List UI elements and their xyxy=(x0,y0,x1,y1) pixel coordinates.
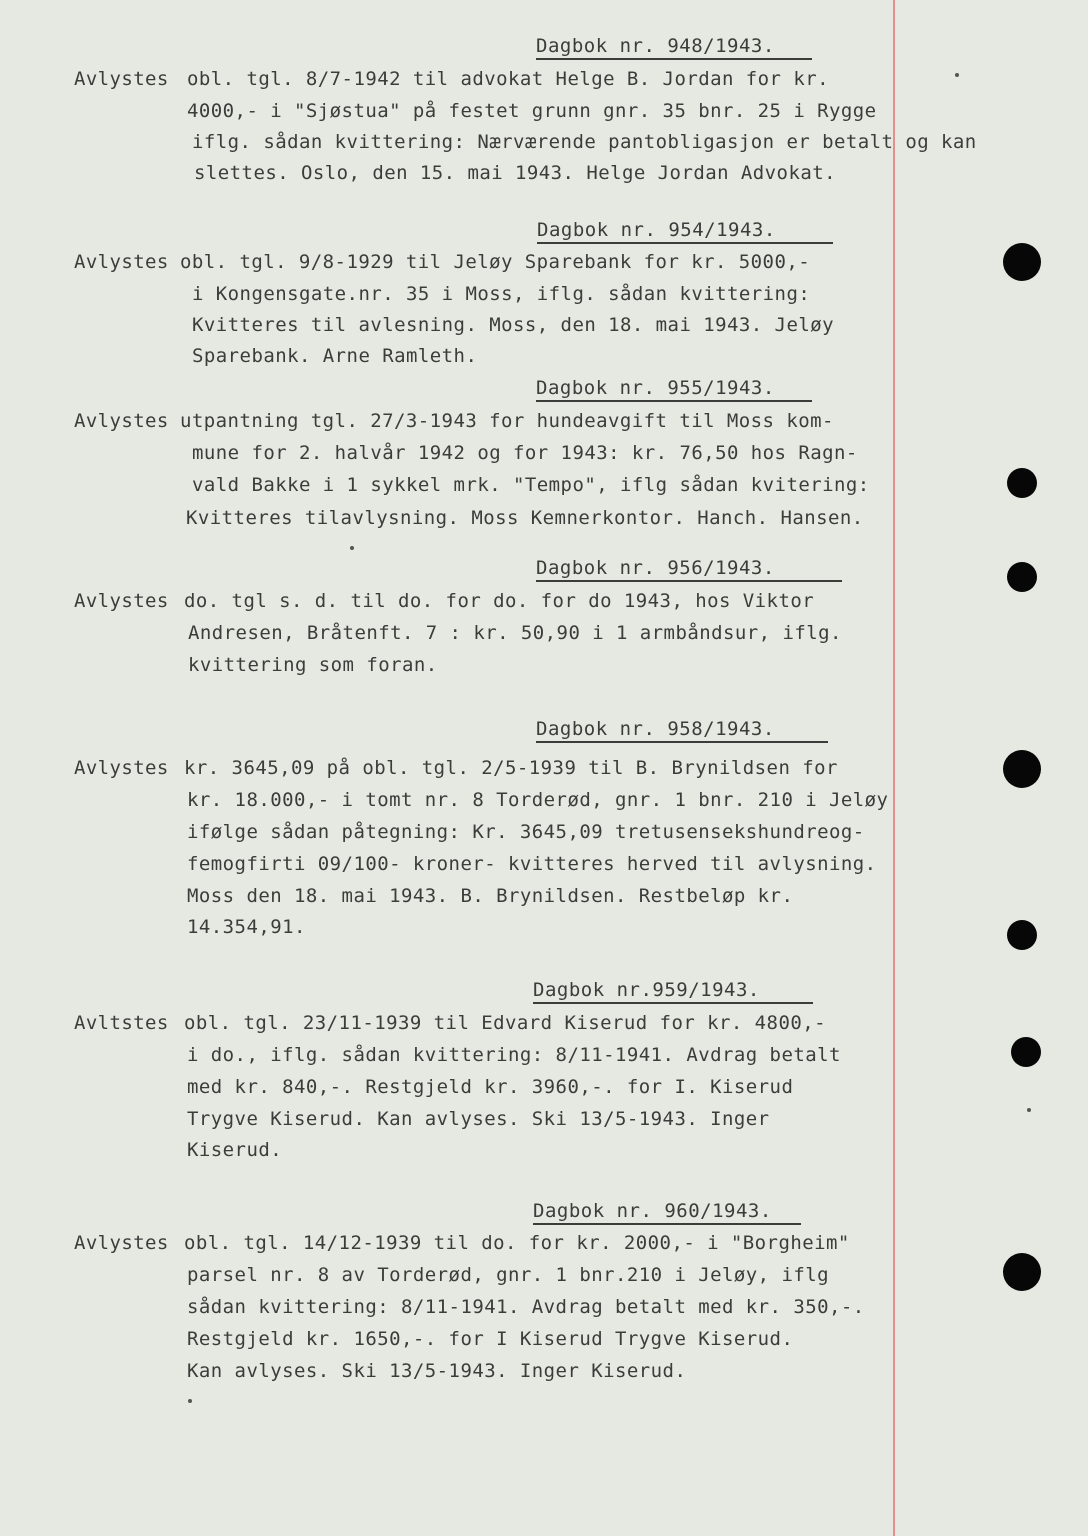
entry-heading: Dagbok nr. 956/1943. xyxy=(536,557,842,582)
entry-line: parsel nr. 8 av Torderød, gnr. 1 bnr.210 i Jeløy, iflg xyxy=(187,1264,830,1286)
entry-line: Moss den 18. mai 1943. B. Brynildsen. Restbeløp kr. xyxy=(187,885,794,907)
entry-line: vald Bakke i 1 sykkel mrk. "Tempo", iflg sådan kvitering: xyxy=(192,474,870,496)
entry-line: 4000,- i "Sjøstua" på festet grunn gnr. 35 bnr. 25 i Rygge xyxy=(187,100,877,122)
entry-line: do. tgl s. d. til do. for do. for do 1943, hos Viktor xyxy=(184,590,815,612)
entry-label: Avlystes xyxy=(74,590,169,612)
binder-hole xyxy=(1007,468,1037,498)
binder-hole xyxy=(1003,1253,1041,1291)
entry-line: obl. tgl. 9/8-1929 til Jeløy Sparebank for kr. 5000,- xyxy=(180,251,811,273)
binder-hole xyxy=(1007,562,1037,592)
entry-label: Avlystes xyxy=(74,757,169,779)
entry-line: sådan kvittering: 8/11-1941. Avdrag betalt med kr. 350,-. xyxy=(187,1296,865,1318)
entry-heading: Dagbok nr. 955/1943. xyxy=(536,377,812,402)
entry-heading: Dagbok nr. 954/1943. xyxy=(537,219,833,244)
entry-line: kr. 3645,09 på obl. tgl. 2/5-1939 til B. Brynildsen for xyxy=(184,757,838,779)
ink-speck xyxy=(1027,1108,1031,1112)
entry-line: femogfirti 09/100- kroner- kvitteres herved til avlysning. xyxy=(187,853,877,875)
entry-label: Avlystes xyxy=(74,68,169,90)
entry-heading: Dagbok nr. 958/1943. xyxy=(536,718,828,743)
entry-line: ifølge sådan påtegning: Kr. 3645,09 tretusensekshundreog- xyxy=(187,821,865,843)
entry-line: iflg. sådan kvittering: Nærværende pantobligasjon er betalt og kan xyxy=(192,131,977,153)
binder-hole xyxy=(1007,920,1037,950)
entry-line: 14.354,91. xyxy=(187,916,306,938)
entry-line: obl. tgl. 23/11-1939 til Edvard Kiserud for kr. 4800,- xyxy=(184,1012,827,1034)
entry-line: Kan avlyses. Ski 13/5-1943. Inger Kiserud. xyxy=(187,1360,687,1382)
entry-line: i Kongensgate.nr. 35 i Moss, iflg. sådan kvittering: xyxy=(192,283,811,305)
entry-line: Sparebank. Arne Ramleth. xyxy=(192,345,478,367)
entry-line: kr. 18.000,- i tomt nr. 8 Torderød, gnr. 1 bnr. 210 i Jeløy xyxy=(187,789,889,811)
entry-line: Andresen, Bråtenft. 7 : kr. 50,90 i 1 armbåndsur, iflg. xyxy=(188,622,842,644)
entry-line: mune for 2. halvår 1942 og for 1943: kr. 76,50 hos Ragn- xyxy=(192,442,858,464)
entry-label: Avlystes xyxy=(74,410,169,432)
entry-label: Avlystes xyxy=(74,251,169,273)
entry-heading: Dagbok nr. 960/1943. xyxy=(533,1200,801,1225)
entry-line: Kvitteres tilavlysning. Moss Kemnerkontor. Hanch. Hansen. xyxy=(186,507,864,529)
entry-line: Kvitteres til avlesning. Moss, den 18. mai 1943. Jeløy xyxy=(192,314,835,336)
entry-line: kvittering som foran. xyxy=(188,654,438,676)
red-margin-line xyxy=(893,0,895,1536)
binder-hole xyxy=(1003,750,1041,788)
entry-line: obl. tgl. 14/12-1939 til do. for kr. 2000,- i "Borgheim" xyxy=(184,1232,850,1254)
entry-line: slettes. Oslo, den 15. mai 1943. Helge Jordan Advokat. xyxy=(194,162,837,184)
ink-speck xyxy=(350,546,354,550)
entry-line: med kr. 840,-. Restgjeld kr. 3960,-. for I. Kiserud xyxy=(187,1076,794,1098)
binder-hole xyxy=(1003,243,1041,281)
entry-line: Restgjeld kr. 1650,-. for I Kiserud Trygve Kiserud. xyxy=(187,1328,794,1350)
entry-line: Kiserud. xyxy=(187,1139,283,1161)
entry-heading: Dagbok nr.959/1943. xyxy=(533,979,813,1004)
ink-speck xyxy=(188,1399,192,1403)
entry-heading: Dagbok nr. 948/1943. xyxy=(536,35,812,60)
entry-line: i do., iflg. sådan kvittering: 8/11-1941. Avdrag betalt xyxy=(187,1044,841,1066)
entry-line: utpantning tgl. 27/3-1943 for hundeavgift til Moss kom- xyxy=(180,410,834,432)
entry-label: Avltstes xyxy=(74,1012,169,1034)
entry-label: Avlystes xyxy=(74,1232,169,1254)
entry-line: Trygve Kiserud. Kan avlyses. Ski 13/5-1943. Inger xyxy=(187,1108,770,1130)
ink-speck xyxy=(955,73,959,77)
binder-hole xyxy=(1011,1037,1041,1067)
entry-line: obl. tgl. 8/7-1942 til advokat Helge B. Jordan for kr. xyxy=(187,68,830,90)
